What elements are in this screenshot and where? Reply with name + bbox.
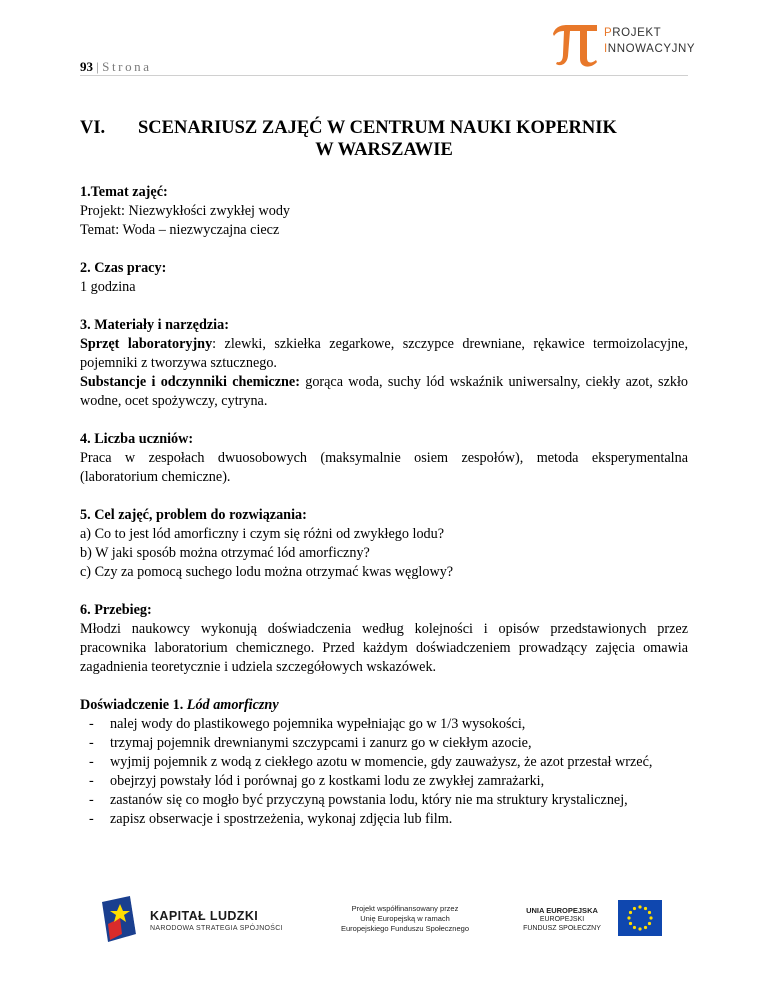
cofinancing-note <box>330 904 480 934</box>
experiment-step: - zapisz obserwacje i spostrzeżenia, wykonaj zdjęcia lub film. <box>80 810 688 829</box>
kapital-ludzki-title: KAPITAŁ LUDZKI <box>150 909 259 923</box>
experiment-step: - obejrzyj powstały lód i porównaj go z kostkami lodu ze zwykłej zamrażarki, <box>80 772 688 791</box>
students-heading: 4. Liczba uczniów: <box>80 431 194 447</box>
logo-accent-i: I <box>604 43 608 55</box>
logo-word-projekt: ROJEKT <box>612 27 662 39</box>
eu-title: UNIA EUROPEJSKA <box>526 906 598 915</box>
duration-heading: 2. Czas pracy: <box>80 260 167 276</box>
section-title-line2: W WARSZAWIE <box>315 140 453 160</box>
page-number-value: 93 <box>80 59 93 74</box>
goal-item: a) Co to jest lód amorficzny i czym się różni od zwykłego lodu? <box>80 526 445 542</box>
kapital-ludzki-subtitle: NARODOWA STRATEGIA SPÓJNOŚCI <box>150 925 283 932</box>
materials-heading: 3. Materiały i narzędzia: <box>80 317 229 333</box>
cofinancing-line: Unię Europejską w ramach <box>360 914 450 923</box>
topic-heading: 1.Temat zajęć: <box>80 184 168 200</box>
cofinancing-line: Europejskiego Funduszu Społecznego <box>340 924 469 933</box>
goal-item: b) W jaki sposób można otrzymać lód amorficzny? <box>80 545 370 561</box>
experiment-label: Doświadczenie 1. <box>80 697 187 713</box>
experiment-steps <box>80 715 688 829</box>
logo-accent-p: P <box>604 27 613 39</box>
topic-theme: Temat: Woda – niezwyczajna ciecz <box>80 222 280 238</box>
substances-text: gorąca woda, suchy lód wskaźnik uniwersalny, ciekły azot, szkło wodne, ocet spożywczy, cytryna. <box>80 374 689 409</box>
project-logo-text <box>604 25 695 57</box>
section-number: VI. <box>80 118 106 138</box>
section-title-line1: SCENARIUSZ ZAJĘĆ W CENTRUM NAUKI KOPERNIK <box>138 118 617 138</box>
students-text: Praca w zespołach dwuosobowych (maksymalnie osiem zespołów), metoda eksperymentalna (laboratorium chemiczne). <box>80 450 688 485</box>
goal-heading: 5. Cel zajęć, problem do rozwiązania: <box>80 507 307 523</box>
logo-word-innowacyjny: NNOWACYJNY <box>607 43 696 55</box>
experiment-title: Lód amorficzny <box>186 697 279 713</box>
topic-project: Projekt: Niezwykłości zwykłej wody <box>80 203 291 219</box>
procedure-text: Młodzi naukowcy wykonują doświadczenia według kolejności i opisów przedstawionych przez pracownika laboratorium chemicznego. Przed każdym doświadczeniem prowadzący zajęcia omawia zagadnienia teoretycznie i udziela szczegółowych wskazówek. <box>80 621 688 675</box>
eu-line: EUROPEJSKI <box>539 916 585 923</box>
goal-item: c) Czy za pomocą suchego lodu można otrzymać kwas węglowy? <box>80 564 454 580</box>
experiment-step: - nalej wody do plastikowego pojemnika wypełniając go w 1/3 wysokości, <box>80 715 688 734</box>
page-number <box>80 59 152 75</box>
eu-label <box>508 906 616 933</box>
substances-label: Substancje i odczynniki chemiczne: <box>80 374 300 390</box>
document-body <box>80 183 688 829</box>
pi-logo-icon <box>549 18 601 68</box>
page-label: Strona <box>102 59 152 74</box>
header-divider <box>80 75 688 76</box>
equipment-label: Sprzęt laboratoryjny <box>80 336 213 352</box>
experiment-step: - trzymaj pojemnik drewnianymi szczypcami i zanurz go w ciekłym azocie, <box>80 734 688 753</box>
equipment-text: : zlewki, szkiełka zegarkowe, szczypce drewniane, rękawice termoizolacyjne, pojemniki z tworzywa sztucznego. <box>80 336 688 371</box>
equipment-paragraph <box>80 335 688 373</box>
procedure-heading: 6. Przebieg: <box>80 602 152 618</box>
substances-paragraph <box>80 373 688 411</box>
eu-line: FUNDUSZ SPOŁECZNY <box>523 925 601 932</box>
page-separator: | <box>96 59 99 74</box>
duration-value: 1 godzina <box>80 279 136 295</box>
kapital-ludzki-logo-icon <box>100 894 140 944</box>
eu-flag-icon <box>618 900 662 936</box>
cofinancing-line: Projekt współfinansowany przez <box>351 904 459 913</box>
experiment-step: - zastanów się co mogło być przyczyną powstania lodu, który nie ma struktury krystalicznej, <box>80 791 688 810</box>
footer-logos <box>80 892 688 944</box>
experiment-step: - wyjmij pojemnik z wodą z ciekłego azotu w momencie, gdy zauważysz, że azot przestał wrzeć, <box>80 753 688 772</box>
